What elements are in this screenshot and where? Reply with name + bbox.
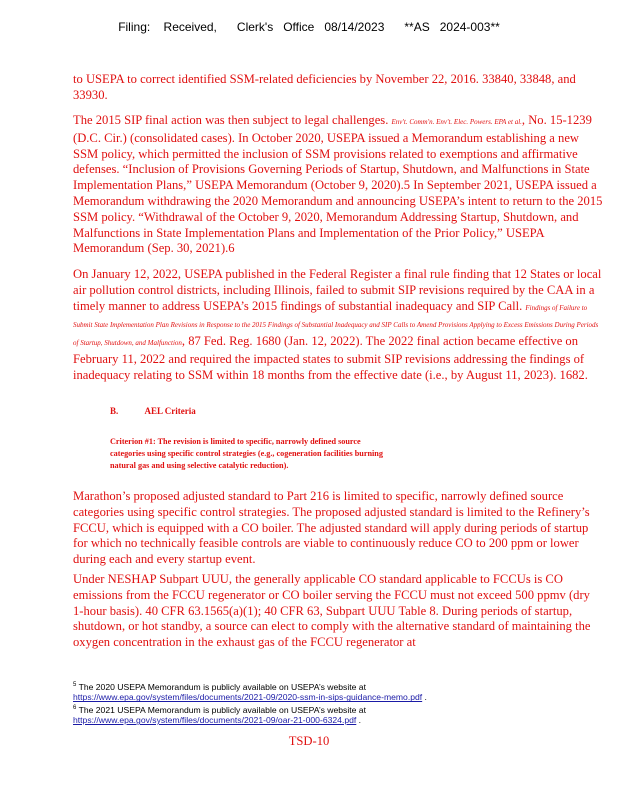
footnote-5: $^5$ The 2020 USEPA Memorandum is publicly available on USEPA’s website at https://www.epa.gov/system/files/documents/2021-09/2020-ssm-in-sips-guidance-memo.pdf . bbox=[73, 681, 427, 703]
paragraph-5: Under NESHAP Subpart UUU, the generally applicable CO standard applicable to FCCUs is CO emissions from the FCCU regenerator or CO boiler serving the FCCU must not exceed 500 ppmv (dry 1-hour basis). 40 CFR 63.1565(a)(1); 40 CFR 63, Subpart UUU Table 8. During periods of startup, shutdown, or hot standby, a source can elect to comply with the alternative standard of maintaining the oxygen concentration in the exhaust gas of the FCCU regenerator at bbox=[73, 572, 591, 650]
section-letter: B. bbox=[110, 406, 119, 416]
footnotes bbox=[73, 680, 603, 726]
footnote-5-text: The 2020 USEPA Memorandum is publicly available on USEPA’s website at bbox=[78, 681, 366, 692]
footnote-6-number: 6 bbox=[73, 704, 77, 711]
section-title: AEL Criteria bbox=[144, 406, 196, 416]
paragraph-4: Marathon’s proposed adjusted standard to Part 216 is limited to specific, narrowly defined source categories using specific control strategies. The proposed adjusted standard is limited to the Refinery’s FCCU, which is equipped with a CO boiler. The adjusted standard will apply during periods of startup for which no technically feasible controls are viable to continuously reduce CO to 200 ppm or lower during each and every startup event. bbox=[73, 489, 590, 567]
footnote-5-number: 5 bbox=[73, 682, 77, 688]
criterion-1: Criterion #1: The revision is limited to specific, narrowly defined source categories using specific control strategies (e.g., cogeneration facilities burning natural gas and using selective catalytic reduction). bbox=[110, 437, 383, 470]
case-name-inline: Env't. Comm'n. Env't. Elec. Powers. EPA et al. bbox=[391, 118, 522, 126]
footnote-5-link[interactable]: https://www.epa.gov/system/files/documents/2021-09/2020-ssm-in-sips-guidance-memo.pdf bbox=[73, 692, 423, 703]
rule-title-inline: Findings of Failure to Submit State Implementation Plan Revisions in Response to the 2015 Findings of Substantial Inadequacy and SIP Calls to Amend Provisions Applying to Excess Emissions During Periods of Startup, Shutdown, and Malfunction bbox=[73, 303, 599, 348]
paragraph-3 bbox=[73, 267, 603, 384]
paragraph-1: to USEPA to correct identified SSM-related deficiencies by November 22, 2016. 33840, 33848, and 33930. bbox=[73, 72, 576, 102]
paragraph-2-body: , No. 15-1239 (D.C. Cir.) (consolidated cases). In October 2020, USEPA issued a Memorandum establishing a new SSM policy, which permitted the inclusion of SSM provisions related to exemptions and affirmative defenses. “Inclusion of Provisions Governing Periods of Startup, Shutdown, and Malfunctions in State Implementation Plans,” USEPA Memorandum (October 9, 2020).5 In September 2021, USEPA issued a Memorandum withdrawing the 2020 Memorandum and announcing USEPA’s intent to return to the 2015 SSM policy. “Withdrawal of the October 9, 2020, Memorandum Addressing Startup, Shutdown, and Malfunctions in State Implementation Plans and Implementation of the Prior Policy,” USEPA Memorandum (Sep. 30, 2021).6 bbox=[73, 113, 603, 256]
paragraph-2 bbox=[73, 113, 603, 257]
paragraph-3-lead: On January 12, 2022, USEPA published in the Federal Register a final rule finding that 12 States or local air pollution control districts, including Illinois, failed to submit SIP revisions required by the CAA in a timely manner to address USEPA’s 2015 findings of substantial inadequacy and SIP Call. bbox=[73, 267, 602, 313]
footnote-6-text: The 2021 USEPA Memorandum is publicly available on USEPA’s website at bbox=[78, 704, 366, 715]
footnote-6-link[interactable]: https://www.epa.gov/system/files/documents/2021-09/oar-21-000-6324.pdf bbox=[73, 715, 357, 726]
footnote-6: $^6$ The 2021 USEPA Memorandum is publicly available on USEPA’s website at https://www.epa.gov/system/files/documents/2021-09/oar-21-000-6324.pdf . bbox=[73, 704, 366, 726]
page-number: TSD-10 bbox=[288, 734, 330, 748]
paragraph-3-body: , 87 Fed. Reg. 1680 (Jan. 12, 2022). The 2022 final action became effective on February 11, 2022 and required the impacted states to submit SIP revisions addressing the findings of inadequacy relating to SSM within 18 months from the effective date (i.e., by August 11, 2023). 1682. bbox=[73, 334, 588, 382]
filing-header: Filing: Received, Clerk's Office 08/14/2023 **AS 2024-003** bbox=[118, 20, 500, 34]
paragraph-2-lead: The 2015 SIP final action was then subject to legal challenges. bbox=[73, 113, 389, 127]
section-heading-b bbox=[110, 406, 196, 416]
